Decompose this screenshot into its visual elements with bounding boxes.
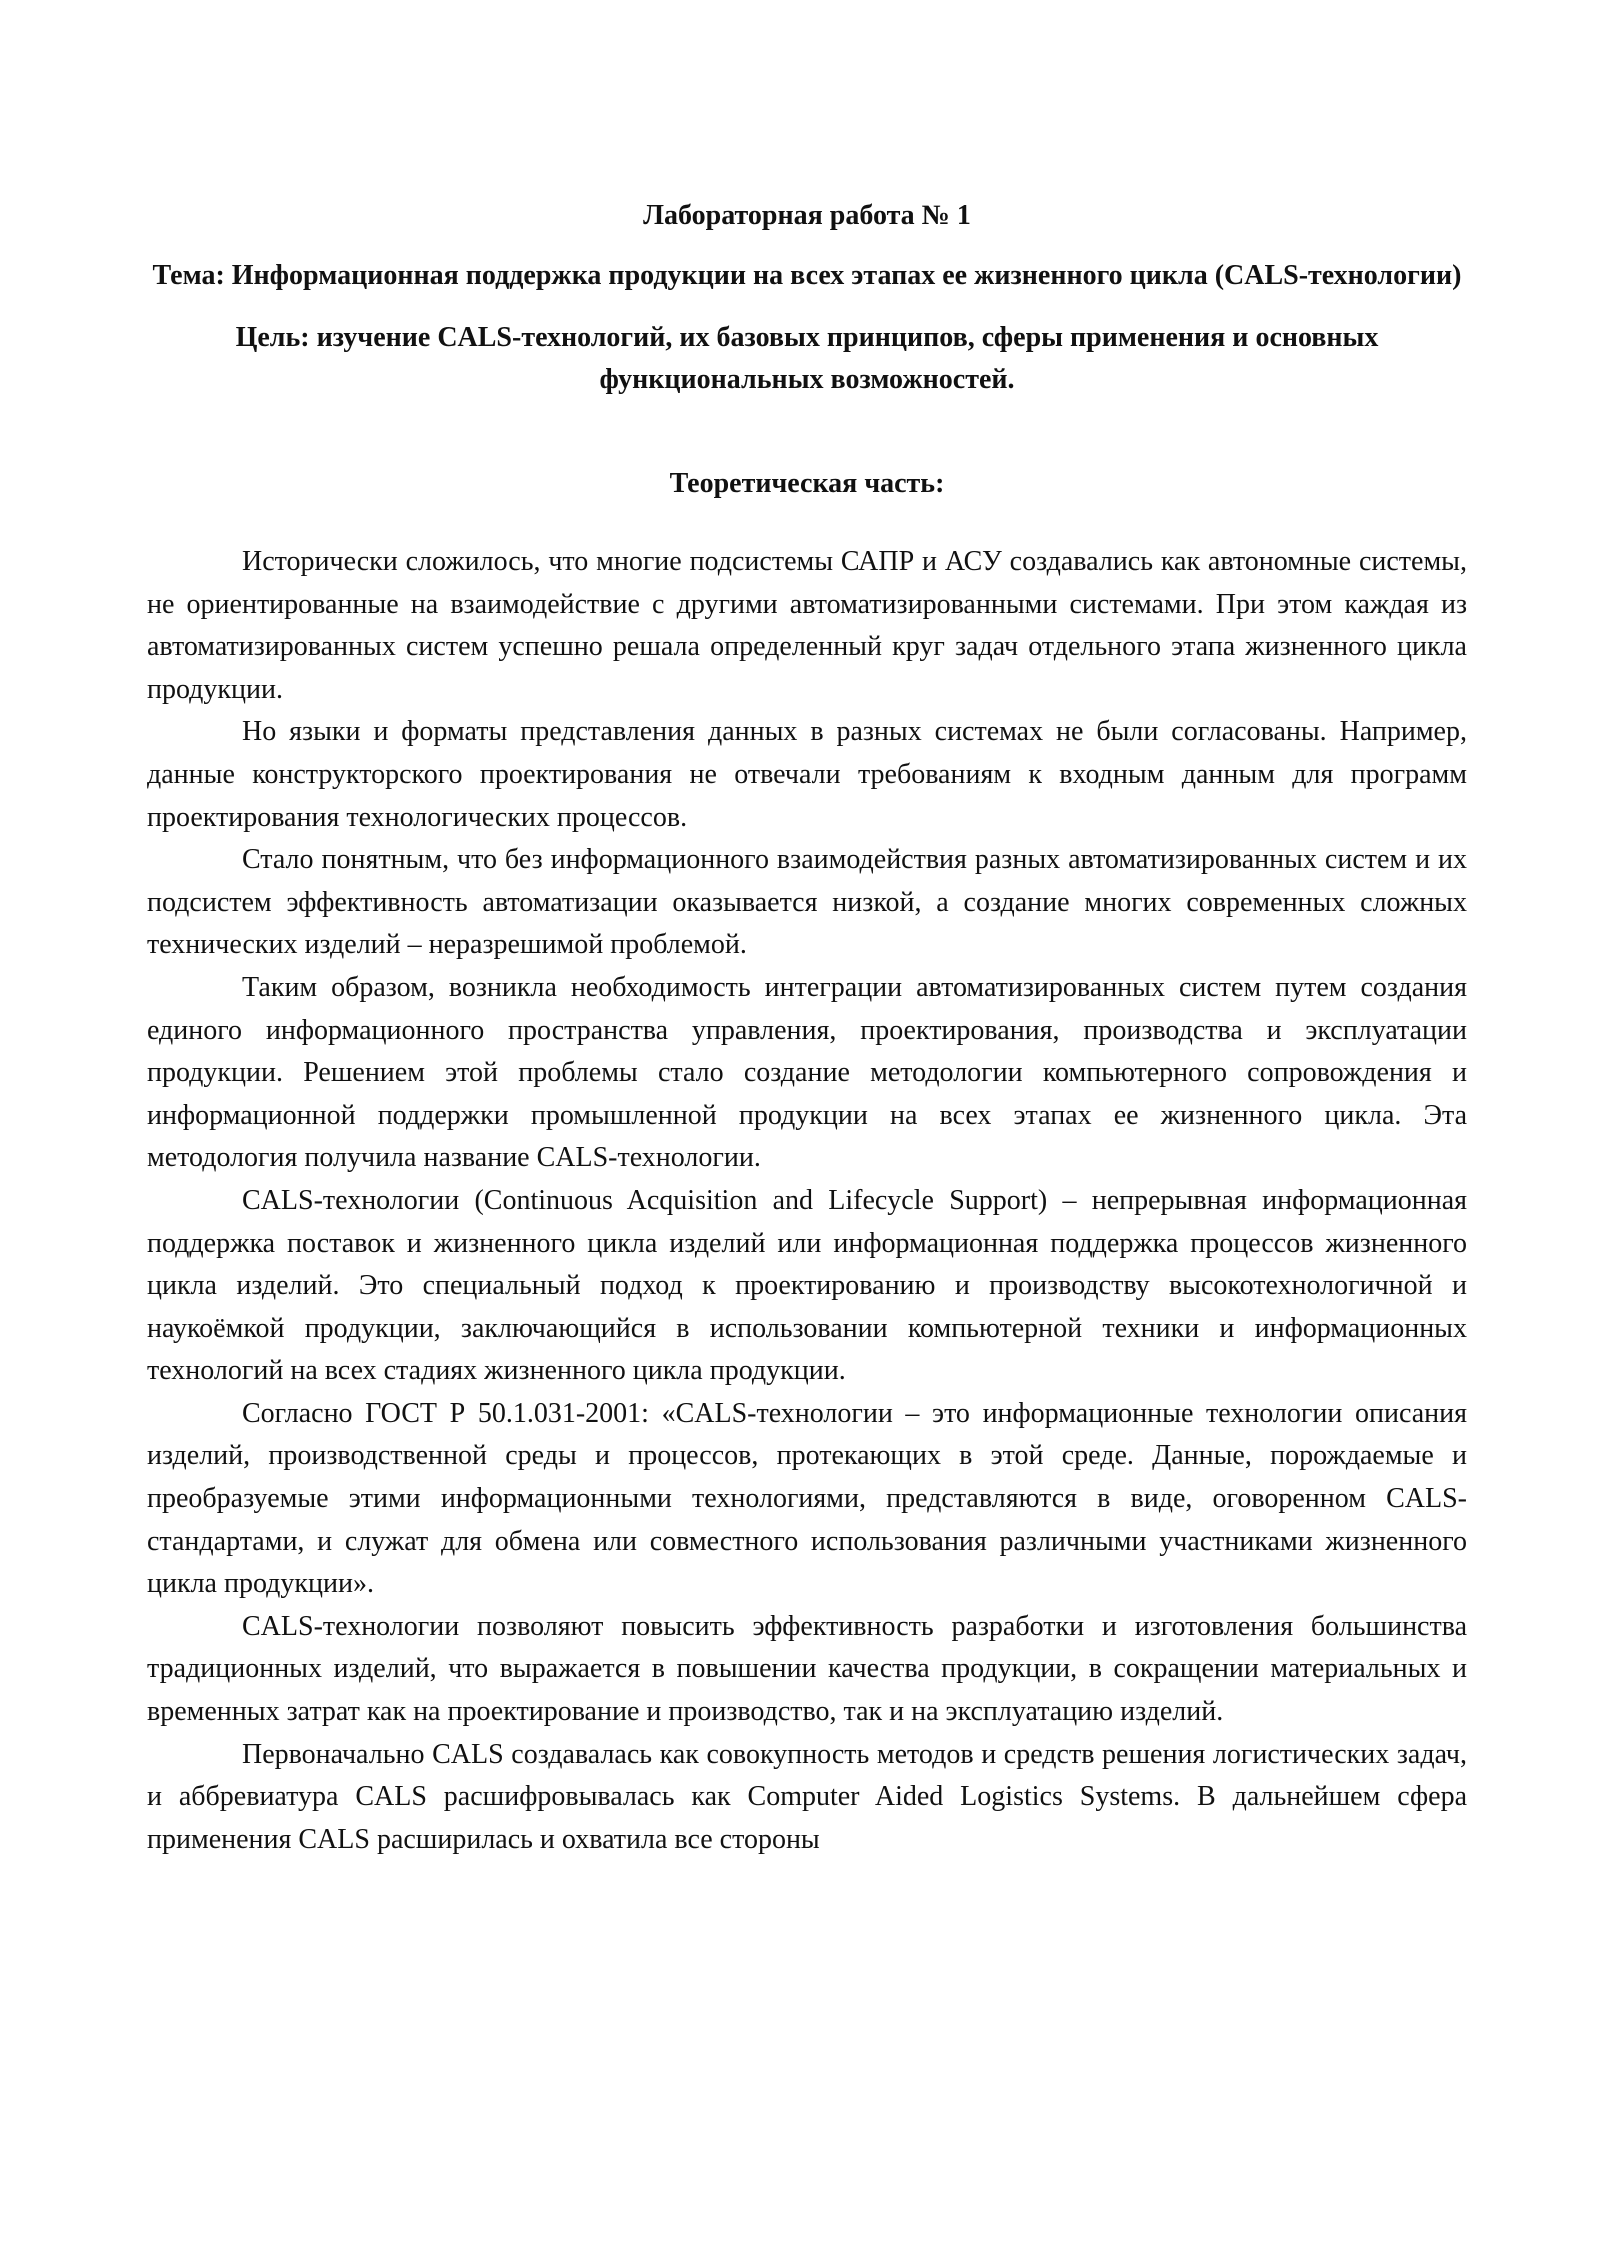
paragraph: Таким образом, возникла необходимость интеграции автоматизированных систем путем создания единого информационного пространства управления, проектирования, производства и эксплуатации продукции. Решением этой проблемы стало создание методологии компьютерного сопровождения и информационной поддержки промышленной продукции на всех этапах ее жизненного цикла. Эта методология получила название CALS-технологии. bbox=[147, 971, 1467, 1174]
paragraph: Но языки и форматы представления данных в разных системах не были согласованы. Например, данные конструкторского проектирования не отвечали требованиям к входным данным для программ проектирования технологических процессов. bbox=[147, 716, 1467, 833]
paragraph: Стало понятным, что без информационного взаимодействия разных автоматизированных систем и их подсистем эффективность автоматизации оказывается низкой, а создание многих современных сложных технических изделий – неразрешимой проблемой. bbox=[147, 844, 1467, 961]
paragraph: CALS-технологии позволяют повысить эффективность разработки и изготовления большинства традиционных изделий, что выражается в повышении качества продукции, в сокращении материальных и временных затрат как на проектирование и производство, так и на эксплуатацию изделий. bbox=[147, 1610, 1467, 1728]
document-page bbox=[147, 195, 1467, 1861]
goal-heading: Цель: изучение CALS-технологий, их базовых принципов, сферы применения и основных функциональных возможностей. bbox=[235, 322, 1379, 395]
paragraph: CALS-технологии (Continuous Acquisition and Lifecycle Support) – непрерывная информационная поддержка поставок и жизненного цикла изделий или информационная поддержка процессов жизненного цикла изделий. Это специальный подход к проектированию и производству высокотехнологичной и наукоёмкой продукции, заключающийся в использовании компьютерной техники и информационных технологий на всех стадиях жизненного цикла продукции. bbox=[147, 1184, 1467, 1387]
lab-title: Лабораторная работа № 1 bbox=[643, 200, 971, 231]
topic-heading: Тема: Информационная поддержка продукции на всех этапах ее жизненного цикла (CALS-технологии) bbox=[152, 260, 1462, 291]
paragraph: Исторически сложилось, что многие подсистемы САПР и АСУ создавались как автономные системы, не ориентированные на взаимодействие с другими автоматизированными системами. При этом каждая из автоматизированных систем успешно решала определенный круг задач отдельного этапа жизненного цикла продукции. bbox=[147, 546, 1467, 705]
paragraph: Согласно ГОСТ Р 50.1.031-2001: «CALS-технологии – это информационные технологии описания изделий, производственной среды и процессов, протекающих в этой среде. Данные, порождаемые и преобразуемые этими информационными технологиями, представляются в виде, оговоренном CALS-стандартами, и служат для обмена или совместного использования различными участниками жизненного цикла продукции». bbox=[147, 1397, 1467, 1600]
paragraph: Первоначально CALS создавалась как совокупность методов и средств решения логистических задач, и аббревиатура CALS расшифровывалась как Computer Aided Logistics Systems. В дальнейшем сфера применения CALS расширилась и охватила все стороны bbox=[147, 1738, 1467, 1855]
section-title: Теоретическая часть: bbox=[669, 468, 945, 499]
